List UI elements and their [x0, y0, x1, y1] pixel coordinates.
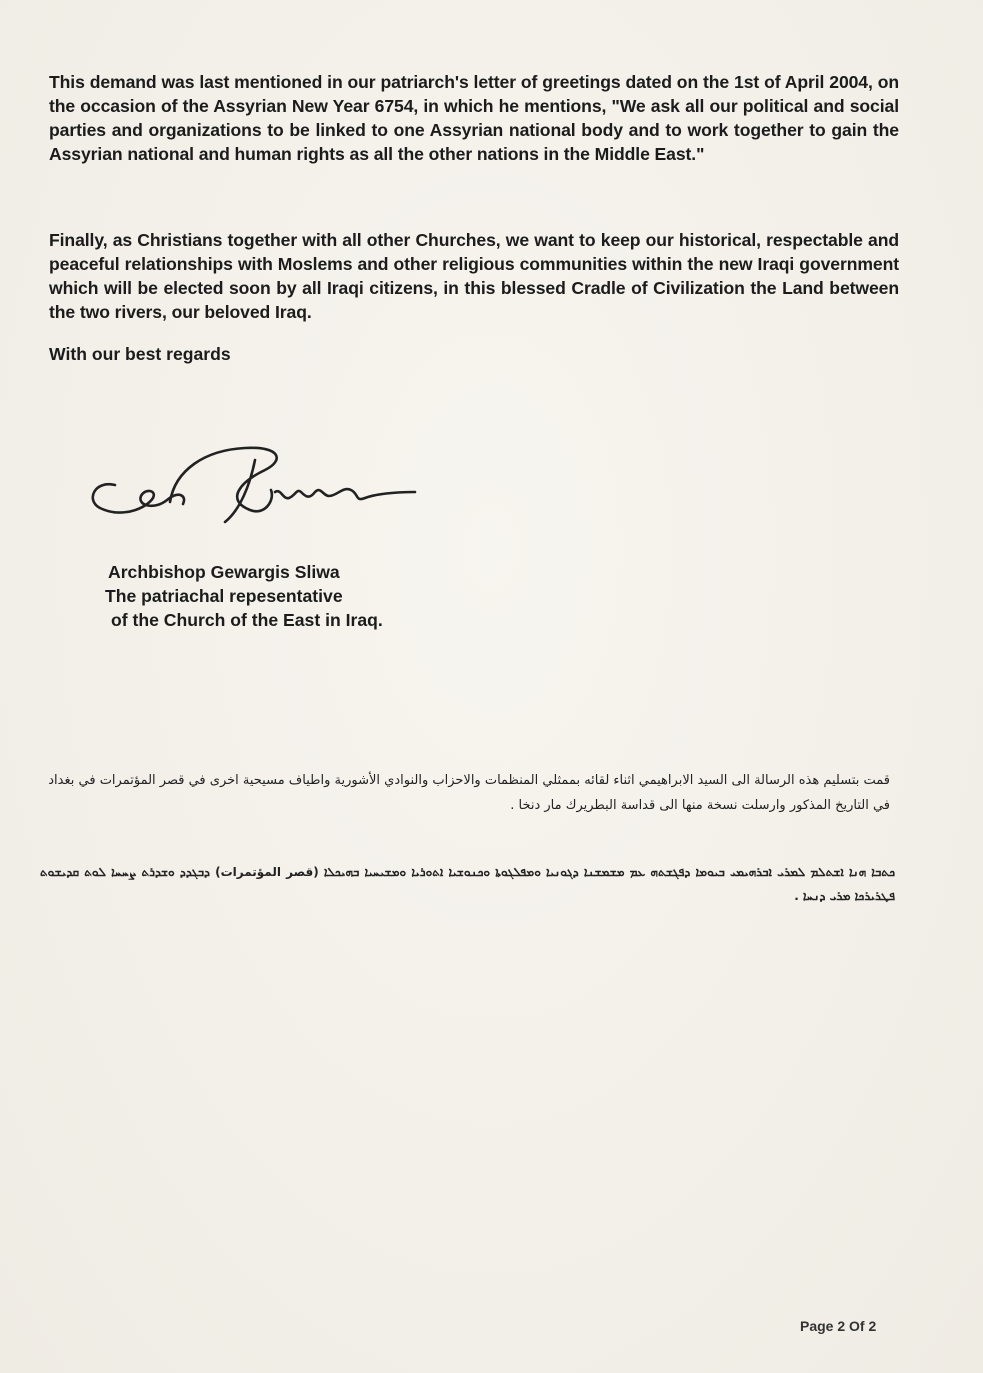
signatory-name: Archbishop Gewargis Sliwa: [108, 562, 340, 582]
paragraph-closing-statement: Finally, as Christians together with all other Churches, we want to keep our historical, respectable and peaceful relationships with Moslems and other religious communities within the new Iraqi government which will be elected soon by all Iraqi citizens, in this blessed Cradle of Civilization the Land between the two rivers, our beloved Iraq.: [49, 229, 899, 322]
syriac-note: ܟܬܒܐ ܗܢܐ ܐܫܬܠܡ ܠܡܪܝ ܐܒܪܗܝܡܝ ܒܝܘܡܐ ܕܦܓܫܬܗ ܥܡ ܡܫܡܫܢܐ ܕܓܘܢܝܐ ܘܡܦܠܓܘܬܐ ܘܟܢܘܫܝܐ ܐܬܘܪܝܐ ܘܡܫܝܚܝܐ ܒܗܝܟܠܐ (قصر المؤتمرات) ܕܒܓܕܕ ܘܫܕܪܬ ܨܚܚܐ ܠܘܬ ܩܕܝܫܘܬ ܦܛܪܝܪܟܐ ܡܪܝ ܕܢܚܐ .: [40, 865, 895, 903]
signatory-title: The patriachal repesentative: [105, 586, 343, 606]
handwritten-signature: [75, 430, 435, 540]
signature-block: [105, 560, 383, 632]
paragraph-patriarch-letter: This demand was last mentioned in our patriarch's letter of greetings dated on the 1st of April 2004, on the occasion of the Assyrian New Year 6754, in which he mentions, "We ask all our political and social parties and organizations to be linked to one Assyrian national body and to work together to gain the Assyrian national and human rights as all the other nations in the Middle East.": [49, 71, 899, 164]
arabic-note: قمت بتسليم هذه الرسالة الى السيد الابراهيمي اثناء لقائه بممثلي المنظمات والاحزاب والنوادي الأشورية واطياف مسيحية اخرى في قصر المؤتمرات في بغداد في التاريخ المذكور وارسلت نسخة منها الى قداسة البطريرك مار دنخا .: [48, 773, 890, 813]
page-number: Page 2 Of 2: [800, 1318, 877, 1334]
closing-salutation: With our best regards: [49, 344, 231, 364]
signatory-affiliation: of the Church of the East in Iraq.: [111, 610, 383, 630]
